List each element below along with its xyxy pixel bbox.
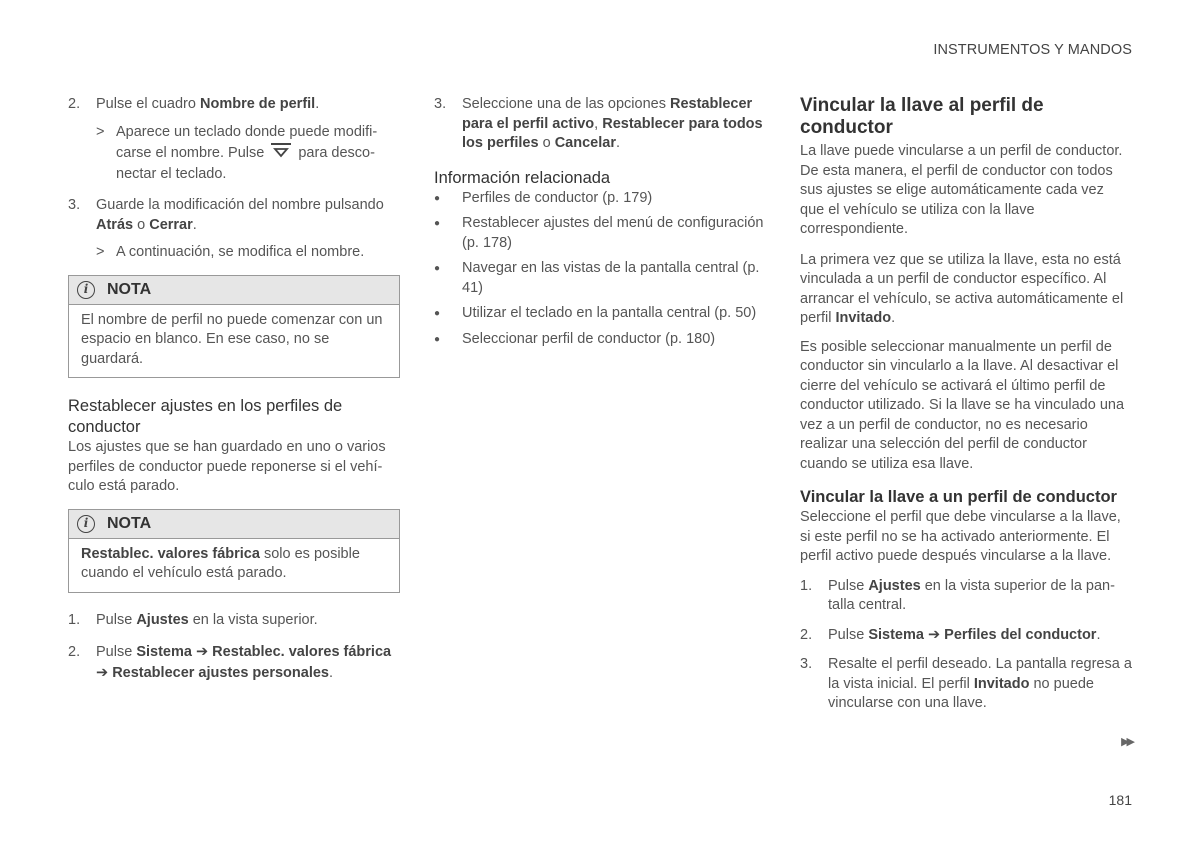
- note-header: [69, 510, 399, 539]
- bullet-icon: ●: [434, 263, 441, 274]
- note-header: [69, 276, 399, 305]
- bullet-icon: ●: [434, 218, 441, 229]
- ui-label: Cancelar: [554, 135, 616, 151]
- paragraph: Es posible seleccionar manualmente un perfil de conductor sin vincularlo a la llave. Al desactivar el cierre del vehículo se activará el último perfil de conductor utilizado. Si la llave se ha vinculado una vez a un perfil de conductor, no es necesario realizar una selección del perfil de conductor cuando se utiliza esa llave.: [800, 338, 1125, 472]
- bullet-icon: ●: [434, 192, 441, 204]
- result-marker: >: [96, 244, 105, 260]
- bullet-icon: ●: [434, 308, 441, 319]
- related-link[interactable]: ● Seleccionar perfil de conductor (p. 180): [434, 330, 764, 350]
- related-link[interactable]: ● Utilizar el teclado en la pantalla central (p. 50): [434, 304, 764, 324]
- ui-label: Nombre de perfil: [199, 96, 316, 112]
- section-header: INSTRUMENTOS Y MANDOS: [933, 42, 1132, 58]
- paragraph: La primera vez que se utiliza la llave, esta no está vinculada a un perfil de conductor específico. Al arrancar el vehículo, se activa automáticamente el perfil Invitado.: [800, 251, 1124, 326]
- step-2: [68, 95, 400, 115]
- step-1: [800, 577, 1132, 616]
- step-2: [800, 626, 1132, 646]
- related-link[interactable]: ● Restablecer ajustes del menú de configuración (p. 178): [434, 214, 764, 253]
- page-number: 181: [1108, 792, 1132, 808]
- info-icon: i: [77, 281, 95, 299]
- step-text: Pulse Ajustes en la vista superior.: [96, 611, 318, 628]
- step-text: Pulse Sistema ➔ Restablec. valores fábrica ➔ Restablecer ajustes personales.: [96, 644, 392, 681]
- step-number: 3.: [434, 96, 447, 112]
- column-right: [800, 95, 1132, 722]
- result-item: [68, 123, 400, 185]
- step-number: 2.: [68, 96, 81, 112]
- ui-label: Invitado: [835, 310, 892, 326]
- info-icon: i: [77, 515, 95, 533]
- ui-label: Perfiles del conductor: [944, 626, 1097, 643]
- ui-label: Invitado: [973, 675, 1030, 692]
- ui-label: Restablecer para todos los perfiles: [462, 115, 763, 151]
- note-box: [68, 509, 400, 593]
- note-box: [68, 275, 400, 379]
- result-text: Aparece un teclado donde puede modificarse el nombre. Pulse para desconectar el teclado.: [116, 123, 378, 182]
- step-3: [68, 196, 400, 235]
- step-1: [68, 611, 400, 631]
- section-heading: Vincular la llave a un perfil de conductor: [800, 488, 1117, 506]
- step-text: Guarde la modificación del nombre pulsando Atrás o Cerrar.: [96, 197, 384, 233]
- step-text: Seleccione una de las opciones Restablecer para el perfil activo, Restablecer para todos los perfiles o Cancelar.: [462, 96, 763, 151]
- ui-label: Cerrar: [149, 216, 193, 233]
- step-text: Pulse Ajustes en la vista superior de la pantalla central.: [828, 577, 1115, 613]
- step-number: 1.: [68, 611, 81, 628]
- arrow-right-icon: ➔: [195, 644, 209, 660]
- column-middle: [434, 95, 764, 355]
- ui-label: Restablec. valores fábrica: [81, 545, 260, 562]
- step-text: Pulse Sistema ➔ Perfiles del conductor.: [828, 626, 1101, 643]
- paragraph: Seleccione el perfil que debe vincularse a la llave, si este perfil no se ha activado anteriormente. El perfil activo puede después vincularse a la llave.: [800, 509, 1121, 564]
- ui-label: Atrás: [96, 216, 134, 233]
- arrow-right-icon: ➔: [96, 665, 109, 681]
- result-item: [68, 243, 400, 263]
- page-title: Vincular la llave al perfil de conductor: [800, 95, 1044, 138]
- step-3: [800, 655, 1132, 714]
- ui-label: Restablecer para el perfil activo: [462, 96, 753, 132]
- column-left: [68, 95, 400, 692]
- step-number: 3.: [800, 656, 813, 672]
- step-text: Resalte el perfil deseado. La pantalla regresa a la vista inicial. El perfil Invitado no puede vincularse con una llave.: [828, 656, 1132, 711]
- note-title: NOTA: [107, 280, 152, 298]
- note-text: Restablec. valores fábrica solo es posible cuando el vehículo está parado.: [81, 545, 360, 581]
- note-title: NOTA: [107, 514, 152, 532]
- ui-label: Sistema: [136, 644, 192, 660]
- step-number: 1.: [800, 577, 813, 594]
- result-text: A continuación, se modifica el nombre.: [116, 244, 365, 260]
- related-link[interactable]: ● Navegar en las vistas de la pantalla central (p. 41): [434, 259, 764, 298]
- keyboard-hide-icon: [270, 142, 292, 165]
- step-number: 2.: [800, 626, 813, 643]
- ui-label: Restablec. valores fábrica: [212, 644, 392, 660]
- step-number: 2.: [68, 644, 81, 660]
- ui-label: Ajustes: [868, 577, 921, 594]
- arrow-right-icon: ➔: [927, 626, 941, 643]
- ui-label: Sistema: [868, 626, 924, 643]
- result-marker: >: [96, 123, 105, 140]
- step-number: 3.: [68, 197, 81, 213]
- step-2: [68, 642, 400, 684]
- step-text: Pulse el cuadro Nombre de perfil.: [96, 96, 320, 112]
- ui-label: Ajustes: [136, 611, 189, 628]
- section-heading: Restablecer ajustes en los perfiles de conductor: [68, 397, 343, 436]
- ui-label: Restablecer ajustes personales: [112, 665, 329, 681]
- step-3: [434, 95, 764, 154]
- note-text: El nombre de perfil no puede comenzar con un espacio en blanco. En ese caso, no se guardará.: [81, 311, 383, 367]
- bullet-icon: ●: [434, 333, 441, 345]
- continue-arrows-icon: ▶▶: [1121, 736, 1132, 748]
- related-heading: Información relacionada: [434, 168, 611, 187]
- paragraph: La llave puede vincularse a un perfil de conductor. De esta manera, el perfil de conductor con todos sus ajustes se elige automáticamente cada vez que el vehículo se utiliza con la llave correspondiente.: [800, 143, 1123, 237]
- paragraph: Los ajustes que se han guardado en uno o varios perfiles de conductor puede reponerse si el vehículo está parado.: [68, 439, 386, 494]
- related-link[interactable]: ● Perfiles de conductor (p. 179): [434, 189, 764, 209]
- related-list: [434, 189, 764, 350]
